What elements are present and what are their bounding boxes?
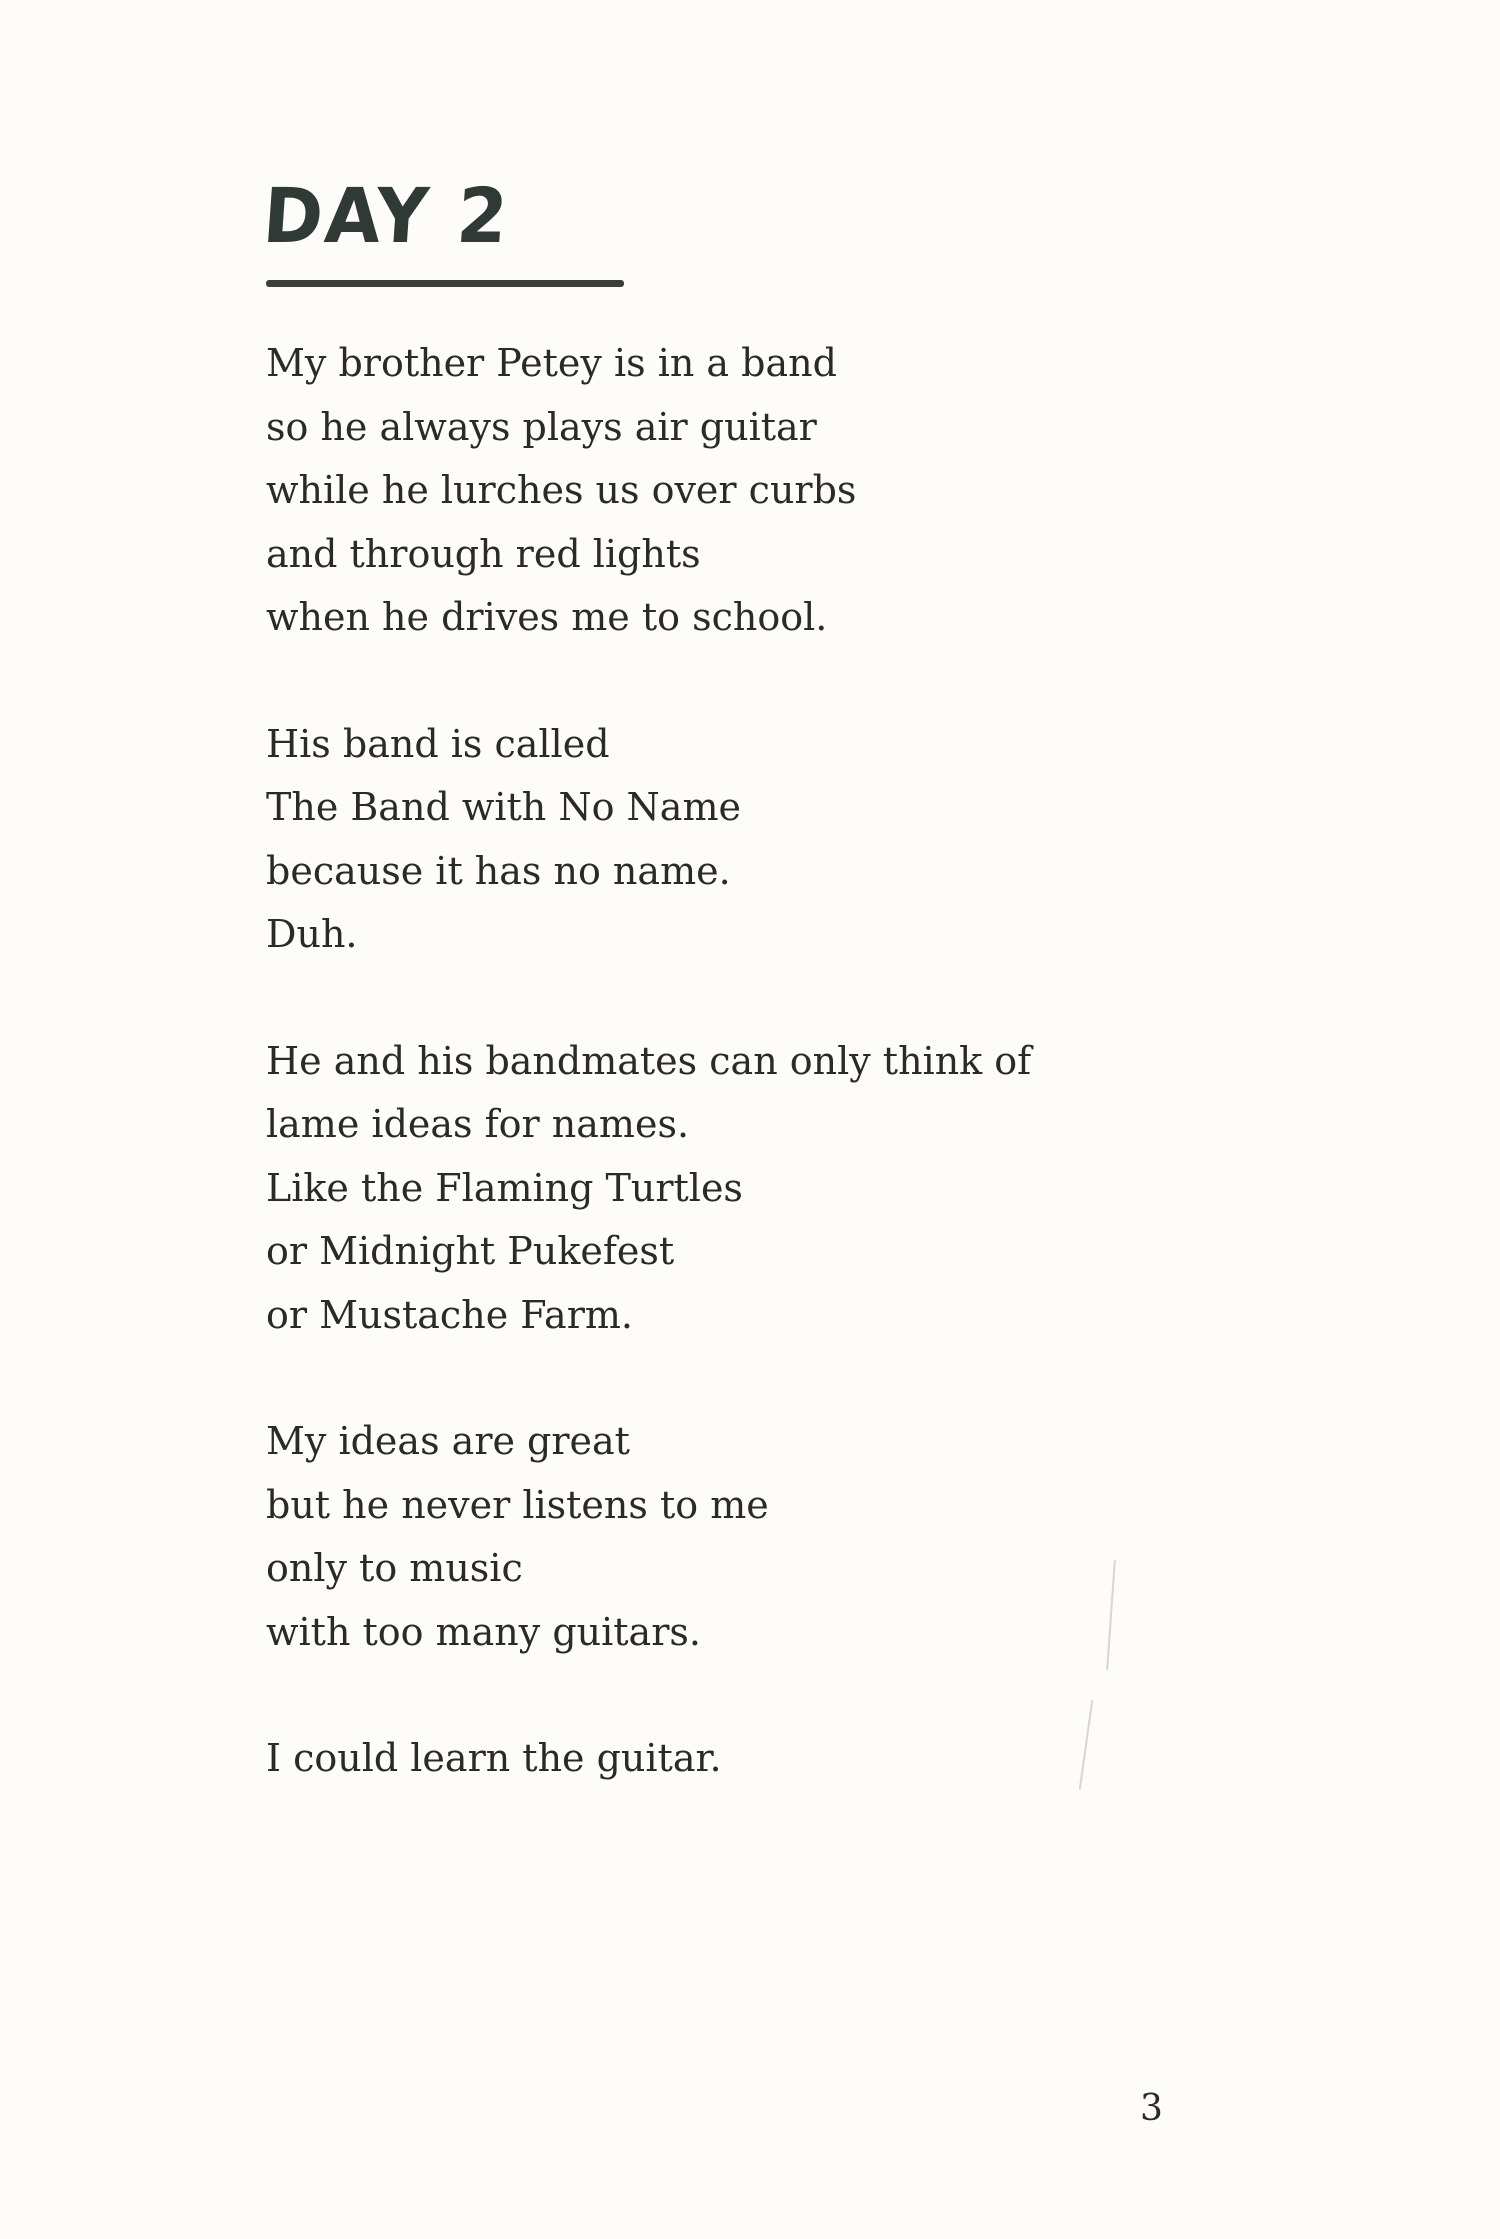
stanza <box>266 1727 1266 1791</box>
stanza <box>266 1030 1266 1348</box>
page-number: 3 <box>1140 2088 1163 2129</box>
poem-line: The Band with No Name <box>266 785 741 829</box>
poem-body <box>266 332 1266 1854</box>
poem-line: His band is called <box>266 721 610 766</box>
stanza <box>266 713 1266 967</box>
poem-line: because it has no name. <box>266 848 731 893</box>
stanza <box>266 1410 1266 1664</box>
poem-line: I could learn the guitar. <box>266 1736 722 1780</box>
poem-line: or Midnight Pukefest <box>266 1229 675 1273</box>
stanza <box>266 332 1266 650</box>
poem-line: My ideas are great <box>266 1419 630 1463</box>
poem-line: He and his bandmates can only think of <box>266 1038 1032 1083</box>
poem-line: lame ideas for names. <box>266 1102 690 1146</box>
poem-line: Duh. <box>266 912 358 956</box>
poem-line: with too many guitars. <box>266 1609 701 1654</box>
poem-line: only to music <box>266 1546 523 1590</box>
poem-line: or Mustache Farm. <box>266 1292 633 1337</box>
poem-line: while he lurches us over curbs <box>266 468 857 512</box>
poem-line: Like the Flaming Turtles <box>266 1165 743 1210</box>
chapter-heading: DAY 2 <box>260 171 513 260</box>
poem-line: My brother Petey is in a band <box>266 341 837 385</box>
poem-line: but he never listens to me <box>266 1482 769 1527</box>
poem-line: when he drives me to school. <box>266 595 828 639</box>
heading-underline <box>266 280 624 287</box>
poem-line: so he always plays air guitar <box>266 404 817 449</box>
poem-line: and through red lights <box>266 531 701 576</box>
